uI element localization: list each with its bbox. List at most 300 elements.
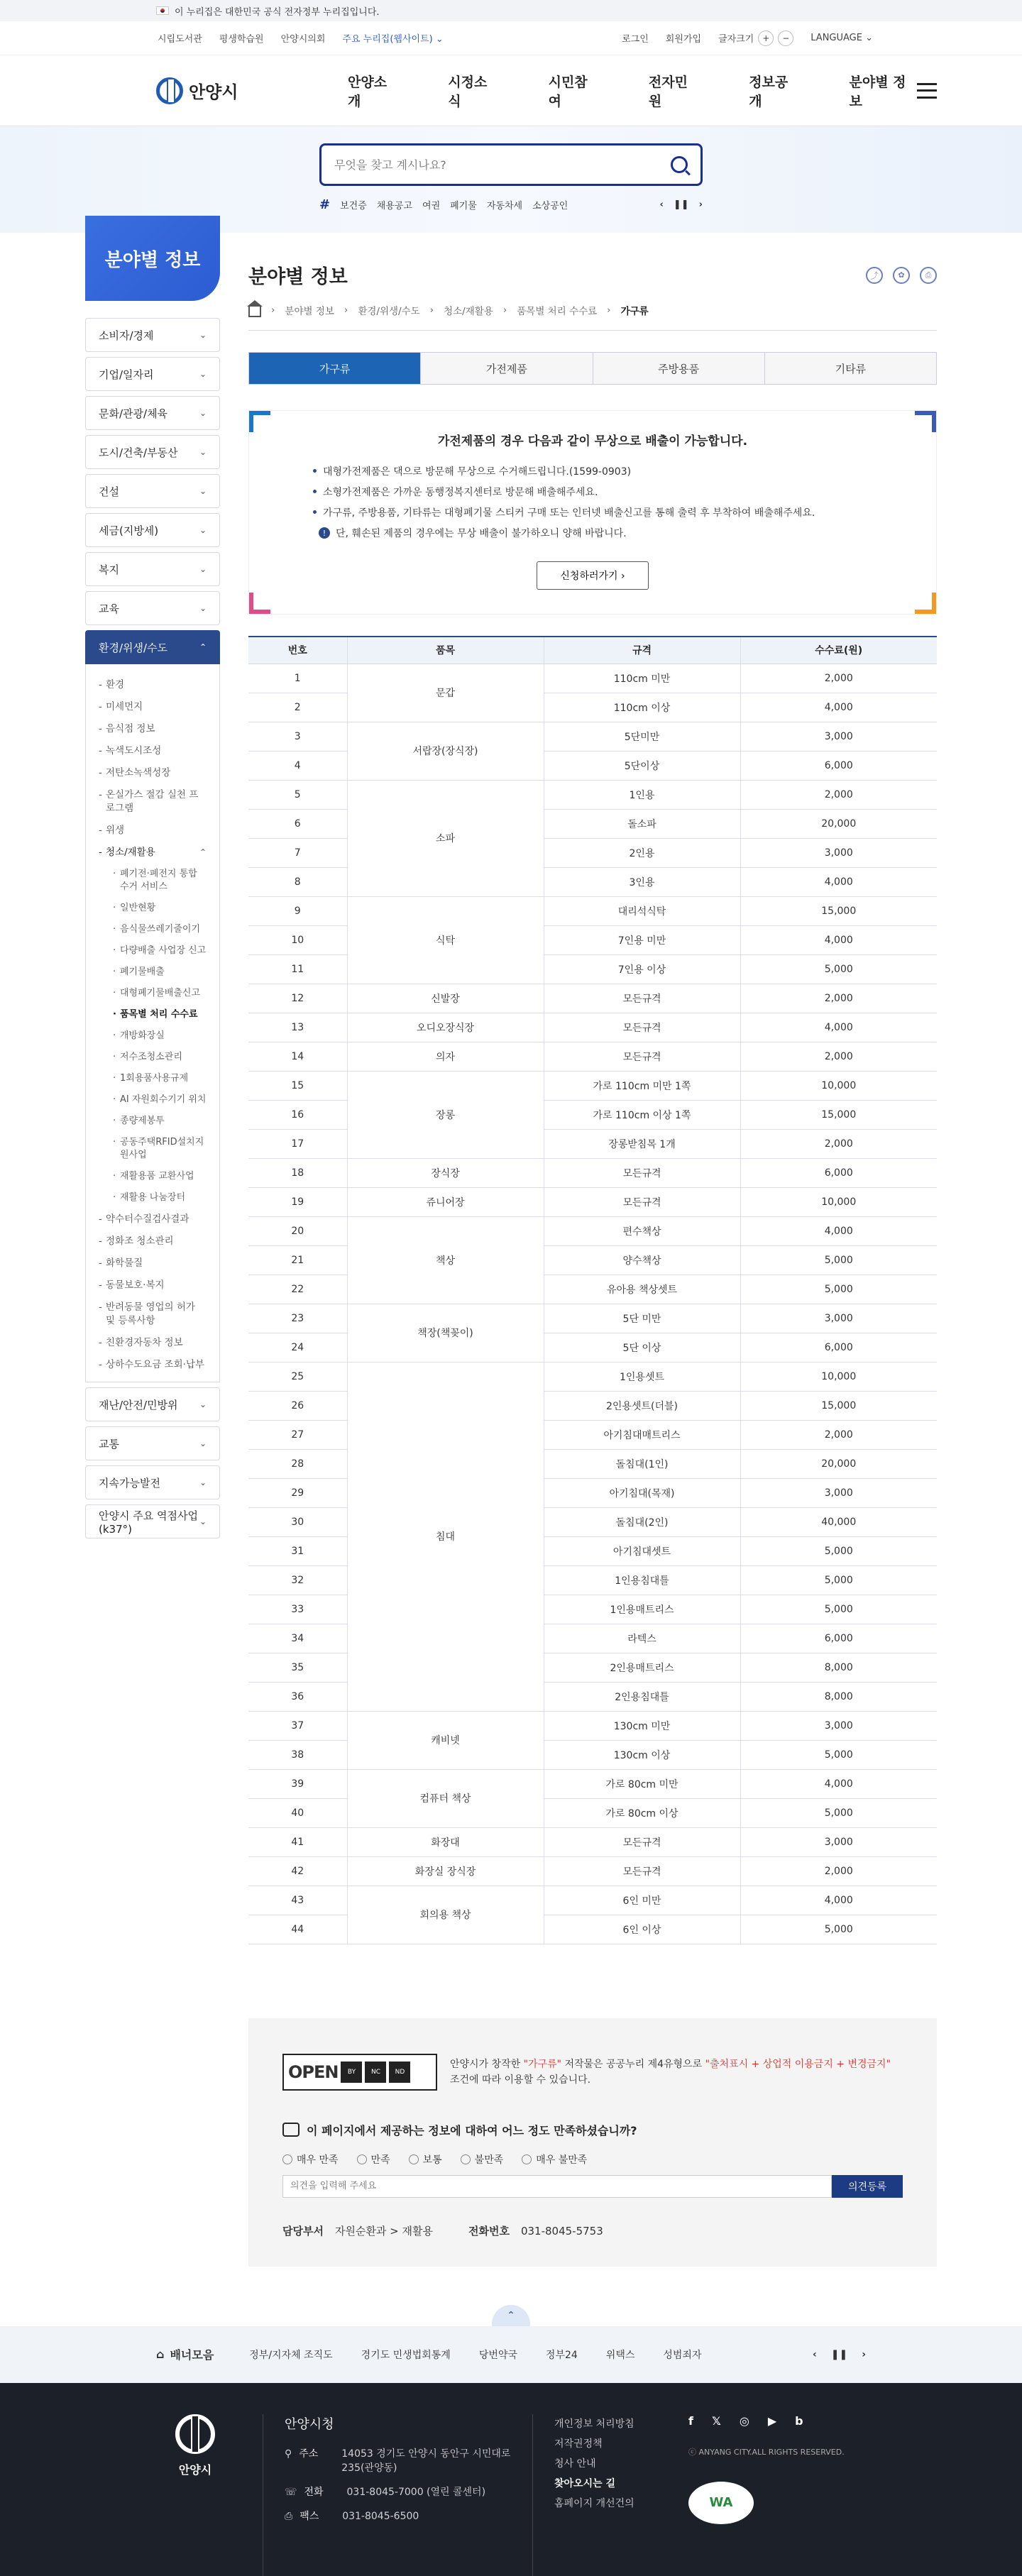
cell-fee: 3,000 <box>740 1711 937 1740</box>
banner-item[interactable]: 당번약국 <box>478 2349 517 2361</box>
subnav-leaf-item[interactable]: · 폐기전·폐전지 통합 수거 서비스 <box>113 864 207 898</box>
site-logo[interactable]: 안양시 <box>156 77 326 104</box>
chevron-down-icon: ⌄ <box>199 369 207 379</box>
nav-participation[interactable]: 시민참여 <box>548 74 588 109</box>
zoom-out-button[interactable]: − <box>778 31 793 46</box>
footer-org: 안양시청 <box>285 2416 334 2432</box>
phone-icon: ☏ <box>285 2486 297 2498</box>
radio-neutral[interactable]: 보통 <box>409 2152 442 2167</box>
cell-no: 5 <box>248 780 347 809</box>
cell-spec: 가로 80cm 이상 <box>544 1798 740 1827</box>
subnav-item[interactable] <box>99 1253 207 1275</box>
cell-no: 14 <box>248 1042 347 1071</box>
subnav-item[interactable] <box>99 820 207 842</box>
table-header: 번호 <box>248 637 347 664</box>
chevron-up-icon: ⌃ <box>199 642 207 652</box>
cell-fee: 5,000 <box>740 1595 937 1624</box>
cell-fee: 15,000 <box>740 896 937 925</box>
subnav-item[interactable] <box>99 784 207 820</box>
join-link[interactable]: 회원가입 <box>665 34 702 45</box>
print-icon[interactable]: ⎙ <box>920 267 937 284</box>
subnav-leaf-item[interactable]: · AI 자원회수기기 위치 <box>113 1089 207 1111</box>
breadcrumb-item[interactable]: 청소/재활용 <box>444 306 493 317</box>
table-header: 수수료(원) <box>740 637 937 664</box>
chevron-down-icon: ⌄ <box>199 1477 207 1487</box>
cell-no: 10 <box>248 925 347 954</box>
cell-spec: 5단 이상 <box>544 1333 740 1362</box>
table-row <box>248 1042 937 1071</box>
cell-no: 12 <box>248 984 347 1013</box>
table-row <box>248 896 937 925</box>
cell-fee: 5,000 <box>740 954 937 984</box>
cell-no: 20 <box>248 1216 347 1245</box>
cell-no: 30 <box>248 1507 347 1536</box>
side-nav-item[interactable] <box>85 435 220 469</box>
gov-banner-text: 이 누리집은 대한민국 공식 전자정부 누리집입니다. <box>175 6 380 18</box>
category-tabs <box>248 352 937 385</box>
survey-options <box>282 2152 903 2167</box>
cell-no: 27 <box>248 1420 347 1449</box>
kogl-logo: OPEN BY NC ND <box>282 2054 437 2091</box>
subnav-item[interactable] <box>99 718 207 740</box>
radio-very-satisfied[interactable]: 매우 만족 <box>282 2152 339 2167</box>
table-row <box>248 1711 937 1740</box>
wa-certification-mark: WA <box>688 2482 754 2524</box>
cell-item: 쥬니어장 <box>347 1187 544 1216</box>
cell-no: 26 <box>248 1391 347 1420</box>
cell-fee: 6,000 <box>740 1158 937 1187</box>
side-nav-item[interactable] <box>85 474 220 508</box>
subnav-leaf-item[interactable]: · 개방화장실 <box>113 1025 207 1047</box>
font-size-label: 글자크기 <box>718 34 754 45</box>
cell-no: 36 <box>248 1682 347 1711</box>
side-nav-item[interactable] <box>85 513 220 547</box>
banner-item[interactable]: 경기도 민생법회통계 <box>361 2349 451 2361</box>
subnav-leaf-item[interactable]: · 저수조청소관리 <box>113 1047 207 1068</box>
cell-no: 25 <box>248 1362 347 1391</box>
subnav-leaf-item[interactable]: · 재활용품 교환사업 <box>113 1166 207 1187</box>
notice-item: 대형가전제품은 댁으로 방문해 무상으로 수거해드립니다.(1599-0903) <box>313 464 901 478</box>
cell-item: 책장(책꽂이) <box>347 1304 544 1362</box>
search-box <box>319 143 703 186</box>
subnav-leaf-item[interactable]: · 1회용품사용규제 <box>113 1068 207 1089</box>
radio-satisfied[interactable]: 만족 <box>357 2152 390 2167</box>
blog-icon[interactable]: b <box>795 2413 803 2428</box>
instagram-icon[interactable]: ◎ <box>739 2413 749 2428</box>
banner-bar: ⌂ 배너모음 정부/지자체 조직도 경기도 민생법회통계 당번약국 정부24 위택스 성범죄자 ‹ ❚❚ › <box>0 2326 1022 2383</box>
subnav-item[interactable] <box>99 1332 207 1354</box>
cell-fee: 3,000 <box>740 1827 937 1856</box>
chevron-down-icon: ⌄ <box>199 564 207 574</box>
cell-item: 의자 <box>347 1042 544 1071</box>
cell-item: 화장실 장식장 <box>347 1856 544 1886</box>
cell-spec: 모든규격 <box>544 1158 740 1187</box>
subnav-item-label: - 친환경자동차 정보 <box>106 1337 183 1348</box>
table-row <box>248 722 937 751</box>
cell-no: 4 <box>248 751 347 780</box>
cell-no: 42 <box>248 1856 347 1886</box>
util-link-learning[interactable]: 평생학습원 <box>219 34 264 45</box>
home-icon[interactable] <box>248 306 261 317</box>
side-nav-item-label: 안양시 주요 역점사업(k37°) <box>99 1509 198 1536</box>
cell-spec: 110cm 미만 <box>544 664 740 693</box>
table-row <box>248 1362 937 1391</box>
util-link-library[interactable]: 시립도서관 <box>158 34 202 45</box>
cell-spec: 돌침대(2인) <box>544 1507 740 1536</box>
cell-spec: 가로 80cm 미만 <box>544 1769 740 1798</box>
breadcrumb-item[interactable]: 환경/위생/수도 <box>358 306 420 317</box>
tab-furniture[interactable]: 가구류 <box>249 353 421 384</box>
cell-spec: 2인용매트리스 <box>544 1653 740 1682</box>
prev-icon[interactable]: ‹ <box>812 2348 817 2360</box>
cell-spec: 2인용침대틀 <box>544 1682 740 1711</box>
cell-no: 29 <box>248 1478 347 1507</box>
cell-spec: 아기침대셋트 <box>544 1536 740 1565</box>
cell-item: 소파 <box>347 780 544 896</box>
cell-spec: 7인용 이상 <box>544 954 740 984</box>
cell-fee: 5,000 <box>740 1740 937 1769</box>
side-nav-title: 분야별 정보 <box>85 216 220 301</box>
next-icon[interactable]: › <box>698 199 703 210</box>
subnav-item-label: - 약수터수질검사결과 <box>106 1213 189 1225</box>
side-nav-item-label: 기업/일자리 <box>99 368 154 381</box>
cell-spec: 양수책상 <box>544 1245 740 1275</box>
cell-spec: 5단이상 <box>544 751 740 780</box>
footer: 안양시 안양시청 ⚲ 주소 14053 경기도 안양시 동안구 시민대로 235(관양동) ☏ 전화 031-8045-7000 (열린 콜센터) ⎙ 팩스 031-8045-6500 개인정보 처리방침 저작권정책 청사 안내 찾아오시는 길 홈페이지 개선건의 f 𝕏 ◎ ▶ b ⓒ ANYANG CITY.ALL RIGHTS RESERVED. WA <box>0 2383 1022 2576</box>
tab-etc[interactable]: 기타류 <box>765 353 936 384</box>
banner-item[interactable]: 정부24 <box>545 2349 578 2361</box>
pause-icon[interactable]: ❚❚ <box>673 199 689 210</box>
nav-city-news[interactable]: 시정소식 <box>448 74 488 109</box>
nav-field-info[interactable]: 분야별 정보 <box>849 74 906 109</box>
prev-icon[interactable]: ‹ <box>659 199 664 210</box>
side-nav-item[interactable] <box>85 1504 220 1539</box>
next-icon[interactable]: › <box>862 2348 866 2360</box>
keyword-item[interactable]: 여권 <box>422 201 441 211</box>
cell-spec: 5단미만 <box>544 722 740 751</box>
subnav-leaf-item[interactable]: · 다량배출 사업장 신고 <box>113 940 207 962</box>
chevron-down-icon: ⌄ <box>199 1399 207 1409</box>
cell-spec: 모든규격 <box>544 1042 740 1071</box>
improve-link[interactable]: 홈페이지 개선건의 <box>554 2497 634 2509</box>
header <box>0 55 1022 126</box>
cell-item: 캐비넷 <box>347 1711 544 1769</box>
cell-no: 2 <box>248 693 347 722</box>
cell-item: 서랍장(장식장) <box>347 722 544 780</box>
chevron-down-icon: ⌄ <box>199 1438 207 1448</box>
subnav-item-label: - 화학물질 <box>106 1257 143 1269</box>
cell-spec: 편수책상 <box>544 1216 740 1245</box>
cell-no: 37 <box>248 1711 347 1740</box>
subnav-item-label: - 저탄소녹색성장 <box>106 767 171 778</box>
cell-item: 장식장 <box>347 1158 544 1187</box>
cell-fee: 5,000 <box>740 1275 937 1304</box>
subnav-leaf-item[interactable]: · 대형폐기물배출신고 <box>113 983 207 1004</box>
breadcrumb-current: 가구류 <box>620 306 649 317</box>
cell-fee: 15,000 <box>740 1391 937 1420</box>
side-nav-item[interactable] <box>85 357 220 391</box>
table-row <box>248 1216 937 1245</box>
table-row <box>248 664 937 693</box>
apply-button[interactable]: 신청하러가기 › <box>537 561 649 590</box>
cell-item: 화장대 <box>347 1827 544 1856</box>
cell-fee: 6,000 <box>740 1333 937 1362</box>
subnav-item[interactable] <box>99 1297 207 1332</box>
table-row <box>248 1304 937 1333</box>
x-icon[interactable]: 𝕏 <box>711 2413 721 2428</box>
cell-fee: 5,000 <box>740 1245 937 1275</box>
side-nav-item-label: 세금(지방세) <box>99 524 159 537</box>
office-guide-link[interactable]: 청사 안내 <box>554 2457 596 2470</box>
subnav-item-label: - 동물보호·복지 <box>106 1279 165 1291</box>
chevron-up-icon: ⌃ <box>199 847 207 857</box>
side-nav-item-label: 재난/안전/민방위 <box>99 1398 178 1411</box>
subnav-item[interactable] <box>99 1231 207 1253</box>
chevron-down-icon: ⌄ <box>199 1517 207 1526</box>
subnav-item-cleaning[interactable]: - 청소/재활용 ⌃ <box>99 842 207 864</box>
subnav-item-label: - 상하수도요금 조회·납부 <box>106 1359 204 1370</box>
keyword-item[interactable]: 소상공인 <box>532 201 568 211</box>
cell-fee: 4,000 <box>740 693 937 722</box>
cell-fee: 2,000 <box>740 1129 937 1158</box>
search-icon[interactable] <box>671 156 688 173</box>
chat-icon <box>282 2123 300 2137</box>
nav-anyang-intro[interactable]: 안양소개 <box>348 74 388 109</box>
cell-no: 9 <box>248 896 347 925</box>
copyright-policy-link[interactable]: 저작권정책 <box>554 2438 603 2450</box>
subnav-item-label: - 음식점 정보 <box>106 723 155 734</box>
banner-item[interactable]: 위택스 <box>605 2349 635 2361</box>
notice-title: 가전제품의 경우 다음과 같이 무상으로 배출이 가능합니다. <box>437 434 748 448</box>
keyword-item[interactable]: 보건증 <box>340 201 367 211</box>
chevron-down-icon: ⌄ <box>199 486 207 496</box>
cell-spec: 110cm 이상 <box>544 693 740 722</box>
major-sites-dropdown[interactable]: 주요 누리집(웹사이트) ⌄ <box>342 34 444 45</box>
subnav-item-label: - 미세먼지 <box>106 701 143 712</box>
subnav-leaf-item[interactable]: · 종량제봉투 <box>113 1111 207 1132</box>
location-icon: ⚲ <box>285 2448 292 2460</box>
tab-kitchen[interactable]: 주방용품 <box>593 353 765 384</box>
subnav-leaf-item[interactable]: · 공동주택RFID설치지원사업 <box>113 1132 207 1166</box>
gov-banner <box>0 0 1022 21</box>
subnav-item-label: - 온실가스 절감 실천 프로그램 <box>106 789 199 814</box>
side-nav-item-label: 교통 <box>99 1437 119 1451</box>
kogl-notice: OPEN BY NC ND 안양시가 창작한 "가구류" 저작물은 공공누리 제4유형으로 "출처표시 + 상업적 이용금지 + 변경금지" 조건에 따라 이용할 수 있습니다. <box>282 2054 903 2091</box>
cell-spec: 6인 이상 <box>544 1915 740 1944</box>
subnav-item-label: - 정화조 청소관리 <box>106 1235 174 1247</box>
table-row <box>248 1769 937 1798</box>
side-nav-item[interactable] <box>85 396 220 430</box>
cell-no: 38 <box>248 1740 347 1769</box>
chevron-down-icon: ⌄ <box>199 447 207 457</box>
table-row <box>248 1886 937 1915</box>
cell-spec: 130cm 이상 <box>544 1740 740 1769</box>
subnav-item[interactable] <box>99 696 207 718</box>
subnav-item-label: - 녹색도시조성 <box>106 745 162 756</box>
breadcrumb-item[interactable]: 분야별 정보 <box>285 306 334 317</box>
subnav-item[interactable] <box>99 1354 207 1376</box>
subnav-leaf-item[interactable]: · 일반현황 <box>113 898 207 919</box>
cell-spec: 유아용 책상셋트 <box>544 1275 740 1304</box>
side-nav-item[interactable] <box>85 1426 220 1460</box>
subnav-item[interactable] <box>99 740 207 762</box>
scroll-top-button[interactable]: ⌃ <box>492 2305 530 2326</box>
privacy-link[interactable]: 개인정보 처리방침 <box>554 2418 634 2430</box>
share-icon[interactable]: ⤴ <box>866 267 883 284</box>
cell-spec: 7인용 미만 <box>544 925 740 954</box>
cell-spec: 1인용 <box>544 780 740 809</box>
subnav-item[interactable] <box>99 674 207 696</box>
city-logo-icon <box>156 77 183 104</box>
subnav-leaf-item[interactable]: · 폐기물배출 <box>113 962 207 983</box>
breadcrumb-item[interactable]: 품목별 처리 수수료 <box>517 306 598 317</box>
cell-spec: 아기침대(목재) <box>544 1478 740 1507</box>
cell-fee: 8,000 <box>740 1653 937 1682</box>
city-logo-icon <box>175 2414 215 2454</box>
cell-item: 오디오장식장 <box>347 1013 544 1042</box>
cell-no: 17 <box>248 1129 347 1158</box>
side-nav-item[interactable] <box>85 552 220 586</box>
chevron-down-icon: ⌄ <box>199 408 207 418</box>
cell-item: 책상 <box>347 1216 544 1304</box>
cell-no: 34 <box>248 1624 347 1653</box>
table-row <box>248 984 937 1013</box>
subnav-leaf-item[interactable]: · 음식물쓰레기줄이기 <box>113 919 207 940</box>
font-size-control <box>718 31 793 46</box>
youtube-icon[interactable]: ▶ <box>767 2413 777 2428</box>
cell-spec: 아기침대매트리스 <box>544 1420 740 1449</box>
directions-link[interactable]: 찾아오시는 길 <box>554 2477 616 2489</box>
hash-icon: # <box>319 197 331 212</box>
subnav-item[interactable] <box>99 762 207 784</box>
cell-fee: 8,000 <box>740 1682 937 1711</box>
cell-fee: 4,000 <box>740 867 937 896</box>
keyword-item[interactable]: 자동차세 <box>486 201 523 211</box>
banner-item[interactable]: 정부/지자체 조직도 <box>249 2349 333 2361</box>
subnav-item[interactable] <box>99 1209 207 1231</box>
nav-info-disclosure[interactable]: 정보공개 <box>749 74 789 109</box>
facebook-icon[interactable]: f <box>688 2413 693 2428</box>
cell-item: 장롱 <box>347 1071 544 1158</box>
cell-no: 28 <box>248 1449 347 1478</box>
keyword-item[interactable]: 채용공고 <box>376 201 413 211</box>
side-nav-item[interactable] <box>85 591 220 625</box>
cell-fee: 5,000 <box>740 1915 937 1944</box>
info-icon: ! <box>319 527 330 539</box>
subnav-leaf-item[interactable]: · 재활용 나눔장터 <box>113 1187 207 1209</box>
cell-no: 41 <box>248 1827 347 1856</box>
side-nav-item-environment[interactable]: 환경/위생/수도 ⌃ <box>85 630 220 664</box>
cell-spec: 3인용 <box>544 867 740 896</box>
table-row <box>248 780 937 809</box>
radio-dissatisfied[interactable]: 불만족 <box>461 2152 504 2167</box>
noderivs-icon: ND <box>389 2062 410 2083</box>
cell-spec: 5단 미만 <box>544 1304 740 1333</box>
cell-no: 8 <box>248 867 347 896</box>
cell-fee: 4,000 <box>740 925 937 954</box>
banner-item[interactable]: 성범죄자 <box>663 2349 702 2361</box>
cell-spec: 장롱받침목 1개 <box>544 1129 740 1158</box>
cell-fee: 5,000 <box>740 1536 937 1565</box>
cell-spec: 모든규격 <box>544 1013 740 1042</box>
cell-spec: 대리석식탁 <box>544 896 740 925</box>
cell-fee: 40,000 <box>740 1507 937 1536</box>
cell-fee: 2,000 <box>740 1042 937 1071</box>
cell-spec: 2인용셋트(더블) <box>544 1391 740 1420</box>
cell-no: 13 <box>248 1013 347 1042</box>
cell-spec: 모든규격 <box>544 984 740 1013</box>
cell-fee: 3,000 <box>740 1478 937 1507</box>
language-dropdown[interactable]: LANGUAGE ⌄ <box>811 33 873 43</box>
table-header: 규격 <box>544 637 740 664</box>
copyright: ⓒ ANYANG CITY.ALL RIGHTS RESERVED. <box>688 2447 845 2457</box>
subnav-item-label: - 위생 <box>106 825 125 836</box>
gear-icon[interactable]: ✿ <box>893 267 910 284</box>
cell-fee: 4,000 <box>740 1216 937 1245</box>
side-nav-item[interactable] <box>85 1387 220 1421</box>
search-input[interactable] <box>334 158 671 172</box>
cell-spec: 라텍스 <box>544 1624 740 1653</box>
cell-no: 18 <box>248 1158 347 1187</box>
cell-no: 39 <box>248 1769 347 1798</box>
cell-spec: 가로 110cm 미만 1쪽 <box>544 1071 740 1100</box>
subnav-item[interactable] <box>99 1275 207 1297</box>
opinion-input[interactable] <box>282 2175 832 2198</box>
side-nav-item[interactable] <box>85 318 220 352</box>
cell-no: 35 <box>248 1653 347 1682</box>
tab-appliances[interactable]: 가전제품 <box>421 353 593 384</box>
cell-spec: 130cm 미만 <box>544 1711 740 1740</box>
cell-no: 32 <box>248 1565 347 1595</box>
cell-fee: 20,000 <box>740 1449 937 1478</box>
submit-opinion-button[interactable]: 의견등록 <box>832 2175 903 2198</box>
popular-keywords <box>319 197 703 212</box>
login-link[interactable]: 로그인 <box>622 34 649 45</box>
util-link-council[interactable]: 안양시의회 <box>280 34 326 45</box>
cell-fee: 3,000 <box>740 838 937 867</box>
side-nav-item-label: 소비자/경제 <box>99 329 154 342</box>
cell-no: 19 <box>248 1187 347 1216</box>
keyword-item[interactable]: 폐기물 <box>450 201 477 211</box>
cell-no: 40 <box>248 1798 347 1827</box>
cell-fee: 6,000 <box>740 751 937 780</box>
table-row <box>248 1827 937 1856</box>
zoom-in-button[interactable]: + <box>758 31 774 46</box>
noncommercial-icon: NC <box>365 2062 386 2083</box>
side-nav-item[interactable] <box>85 1465 220 1499</box>
radio-very-dissatisfied[interactable]: 매우 불만족 <box>522 2152 587 2167</box>
nav-e-civil[interactable]: 전자민원 <box>648 74 688 109</box>
table-row <box>248 1158 937 1187</box>
menu-icon[interactable] <box>917 83 937 99</box>
cell-item: 침대 <box>347 1362 544 1711</box>
subnav-leaf-item[interactable]: · 품목별 처리 수수료 <box>113 1004 207 1025</box>
cell-fee: 2,000 <box>740 664 937 693</box>
cell-fee: 2,000 <box>740 1420 937 1449</box>
side-nav-item-label: 문화/관광/체육 <box>99 407 168 420</box>
breadcrumb: › 분야별 정보 › 환경/위생/수도 › 청소/재활용 › 품목별 처리 수수료 › 가구류 <box>248 303 937 331</box>
notice-item: 가구류, 주방용품, 기타류는 대형폐기물 스티커 구매 또는 인터넷 배출신고를 통해 출력 후 부착하여 배출해주세요. <box>313 505 901 519</box>
pause-icon[interactable]: ❚❚ <box>830 2348 848 2360</box>
main-nav <box>348 72 917 110</box>
cell-spec: 2인용 <box>544 838 740 867</box>
side-nav-item-label: 건설 <box>99 485 119 498</box>
cell-item: 회의용 책상 <box>347 1886 544 1944</box>
cell-no: 7 <box>248 838 347 867</box>
cell-no: 24 <box>248 1333 347 1362</box>
cell-fee: 4,000 <box>740 1769 937 1798</box>
cell-no: 3 <box>248 722 347 751</box>
